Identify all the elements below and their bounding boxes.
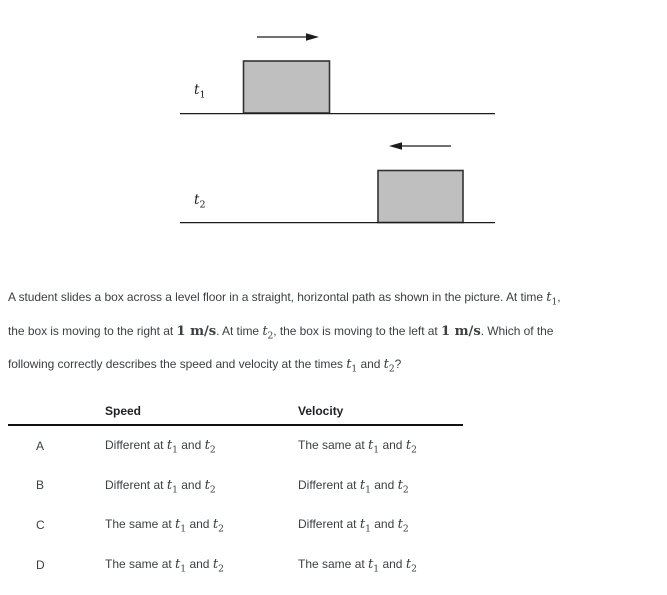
answers-table bbox=[8, 392, 463, 584]
answers-table-header bbox=[8, 392, 463, 426]
frame-t1 bbox=[180, 33, 495, 113]
header-speed: Speed bbox=[105, 404, 142, 418]
box-at-t2 bbox=[378, 171, 463, 223]
velocity-cell: Different at $t_1$ and $t_2$ bbox=[298, 477, 409, 496]
option-letter: A bbox=[36, 438, 45, 453]
arrow-right-head-icon bbox=[306, 33, 319, 41]
question-line-1: A student slides a box across a level floor in a straight, horizontal path as shown in the picture. At time $t_1$, bbox=[8, 290, 561, 308]
answer-row-d[interactable] bbox=[8, 545, 463, 585]
question-line-3: following correctly describes the speed and velocity at the times $t_1$ and $t_2$? bbox=[8, 357, 402, 375]
question-text bbox=[8, 281, 664, 382]
speed-cell: The same at $t_1$ and $t_2$ bbox=[105, 517, 224, 536]
header-velocity: Velocity bbox=[298, 404, 344, 418]
frame-t2 bbox=[180, 142, 495, 222]
answer-row-b[interactable] bbox=[8, 466, 463, 506]
time-label-t1: $t_1$ bbox=[194, 82, 206, 101]
motion-diagram bbox=[0, 0, 667, 245]
speed-cell: The same at $t_1$ and $t_2$ bbox=[105, 557, 224, 575]
velocity-cell: Different at $t_1$ and $t_2$ bbox=[298, 517, 409, 536]
box-at-t1 bbox=[244, 61, 330, 113]
option-letter: B bbox=[36, 478, 45, 493]
answer-row-a[interactable] bbox=[8, 426, 463, 466]
speed-cell: Different at $t_1$ and $t_2$ bbox=[105, 477, 216, 496]
velocity-cell: The same at $t_1$ and $t_2$ bbox=[298, 557, 417, 575]
velocity-cell: The same at $t_1$ and $t_2$ bbox=[298, 438, 417, 456]
speed-cell: Different at $t_1$ and $t_2$ bbox=[105, 438, 216, 456]
time-label-t2: $t_2$ bbox=[194, 192, 206, 211]
question-line-2: the box is moving to the right at 1 m/s. At time $t_2$, the box is moving to the left at 1 m/s. Which of the bbox=[8, 323, 554, 342]
answer-row-c[interactable] bbox=[8, 505, 463, 545]
arrow-left-head-icon bbox=[389, 142, 402, 150]
option-letter: D bbox=[36, 557, 45, 572]
option-letter: C bbox=[36, 517, 45, 532]
